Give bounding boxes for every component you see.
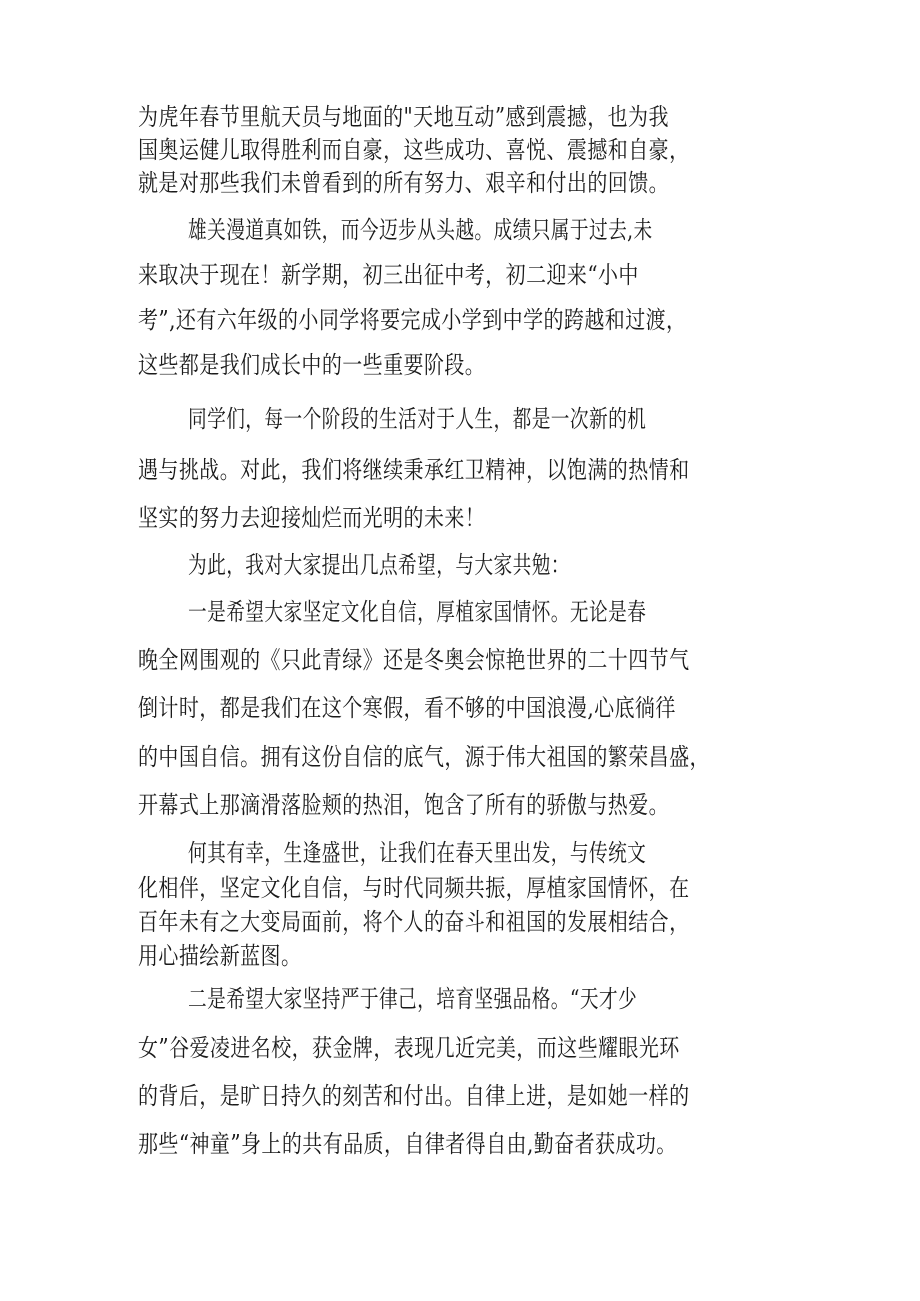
text-line: 同学们，每一个阶段的生活对于人生，都是一次新的机 (188, 405, 647, 433)
text-line: 就是对那些我们未曾看到的所有努力、艰辛和付出的回馈。 (138, 169, 670, 197)
text-line: 遇与挑战。对此，我们将继续秉承红卫精神，以饱满的热情和 (138, 456, 690, 484)
text-line: 晚全网围观的《只此青绿》还是冬奥会惊艳世界的二十四节气 (138, 646, 690, 674)
text-line: 二是希望大家坚持严于律己，培育坚强品格。“天才少 (188, 985, 638, 1013)
text-line: 的背后，是旷日持久的刻苦和付出。自律上进，是如她一样的 (138, 1082, 690, 1110)
text-line: 用心描绘新蓝图。 (138, 942, 302, 970)
text-line: 来取决于现在！新学期，初三出征中考，初二迎来“小中 (138, 261, 639, 289)
text-line: 倒计时，都是我们在这个寒假，看不够的中国浪漫,心底徜徉 (138, 694, 676, 722)
text-line: 开幕式上那滴滑落脸颊的热泪，饱含了所有的骄傲与热爱。 (138, 791, 670, 819)
text-line: 为虎年春节里航天员与地面的"天地互动”感到震撼，也为我 (138, 103, 669, 131)
text-line: 雄关漫道真如铁，而今迈步从头越。成绩只属于过去,未 (188, 216, 653, 244)
text-line: 百年未有之大变局面前，将个人的奋斗和祖国的发展相结合， (138, 908, 690, 936)
text-line: 考”,还有六年级的小同学将要完成小学到中学的跨越和过渡， (138, 306, 687, 334)
text-line: 坚实的努力去迎接灿烂而光明的未来！ (138, 504, 486, 532)
text-line: 女”谷爱凌进名校，获金牌，表现几近完美，而这些耀眼光环 (138, 1034, 680, 1062)
text-line: 化相伴，坚定文化自信，与时代同频共振，厚植家国情怀，在 (138, 874, 690, 902)
text-line: 的中国自信。拥有这份自信的底气，源于伟大祖国的繁荣昌盛， (138, 743, 710, 771)
text-line: 这些都是我们成长中的一些重要阶段。 (138, 351, 486, 379)
text-line: 一是希望大家坚定文化自信，厚植家国情怀。无论是春 (188, 598, 647, 626)
text-line: 为此，我对大家提出几点希望，与大家共勉： (188, 551, 570, 579)
text-line: 那些“神童”身上的共有品质，自律者得自由,勤奋者获成功。 (138, 1130, 677, 1158)
text-line: 国奥运健儿取得胜利而自豪，这些成功、喜悦、震撼和自豪， (138, 136, 690, 164)
text-line: 何其有幸，生逢盛世，让我们在春天里出发，与传统文 (188, 839, 647, 867)
